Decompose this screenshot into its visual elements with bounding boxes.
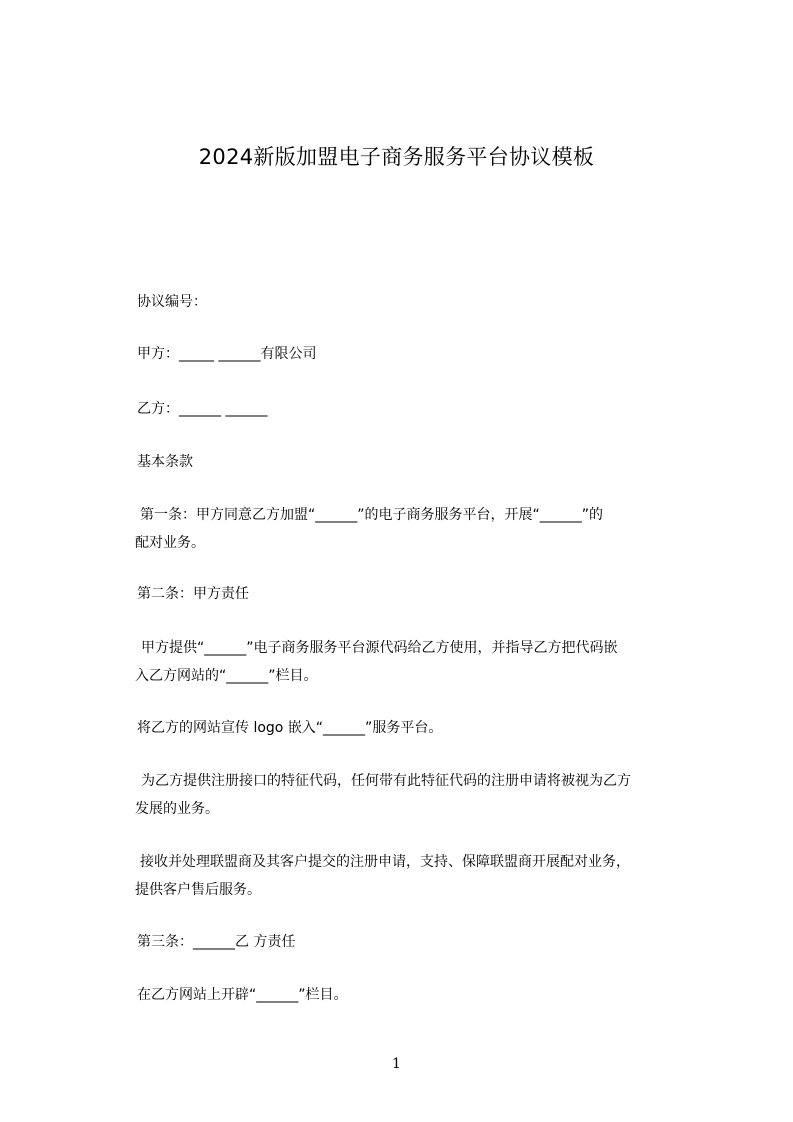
party-a-duty-4-line-2: 提供客户售后服务。: [135, 882, 261, 898]
article-3-heading: 第三条：______乙 方责任: [137, 934, 296, 950]
article-1-line-2: 配对业务。: [135, 535, 205, 551]
party-a: 甲方：_____ ______有限公司: [137, 346, 317, 362]
article-2-heading: 第二条：甲方责任: [137, 586, 249, 602]
document-title: 2024新版加盟电子商务服务平台协议模板: [198, 145, 595, 169]
party-a-duty-3: [137, 767, 707, 823]
party-a-duty-2: 将乙方的网站宣传 logo 嵌入“______”服务平台。: [137, 720, 443, 736]
party-a-duty-1-line-2: 入乙方网站的“______”栏目。: [135, 668, 318, 684]
article-1: [137, 501, 707, 557]
article-1-line-1: 第一条：甲方同意乙方加盟“______”的电子商务服务平台，开展“______”的: [140, 507, 604, 523]
agreement-number: 协议编号：: [137, 294, 207, 310]
party-a-duty-3-line-1: 为乙方提供注册接口的特征代码，任何带有此特征代码的注册申请将被视为乙方: [141, 773, 631, 789]
page-number: 1: [392, 1056, 401, 1072]
party-b: 乙方：______ ______: [137, 401, 268, 417]
basic-terms-heading: 基本条款: [137, 454, 193, 470]
party-a-duty-4-line-1: 接收并处理联盟商及其客户提交的注册申请，支持、保障联盟商开展配对业务，: [140, 854, 630, 870]
party-a-duty-1-line-1: 甲方提供“______”电子商务服务平台源代码给乙方使用，并指导乙方把代码嵌: [141, 640, 618, 656]
party-a-duty-1: [137, 634, 707, 690]
party-a-duty-4: [137, 848, 707, 904]
party-b-duty-1: 在乙方网站上开辟“______”栏目。: [137, 987, 348, 1003]
party-a-duty-3-line-2: 发展的业务。: [135, 801, 219, 817]
